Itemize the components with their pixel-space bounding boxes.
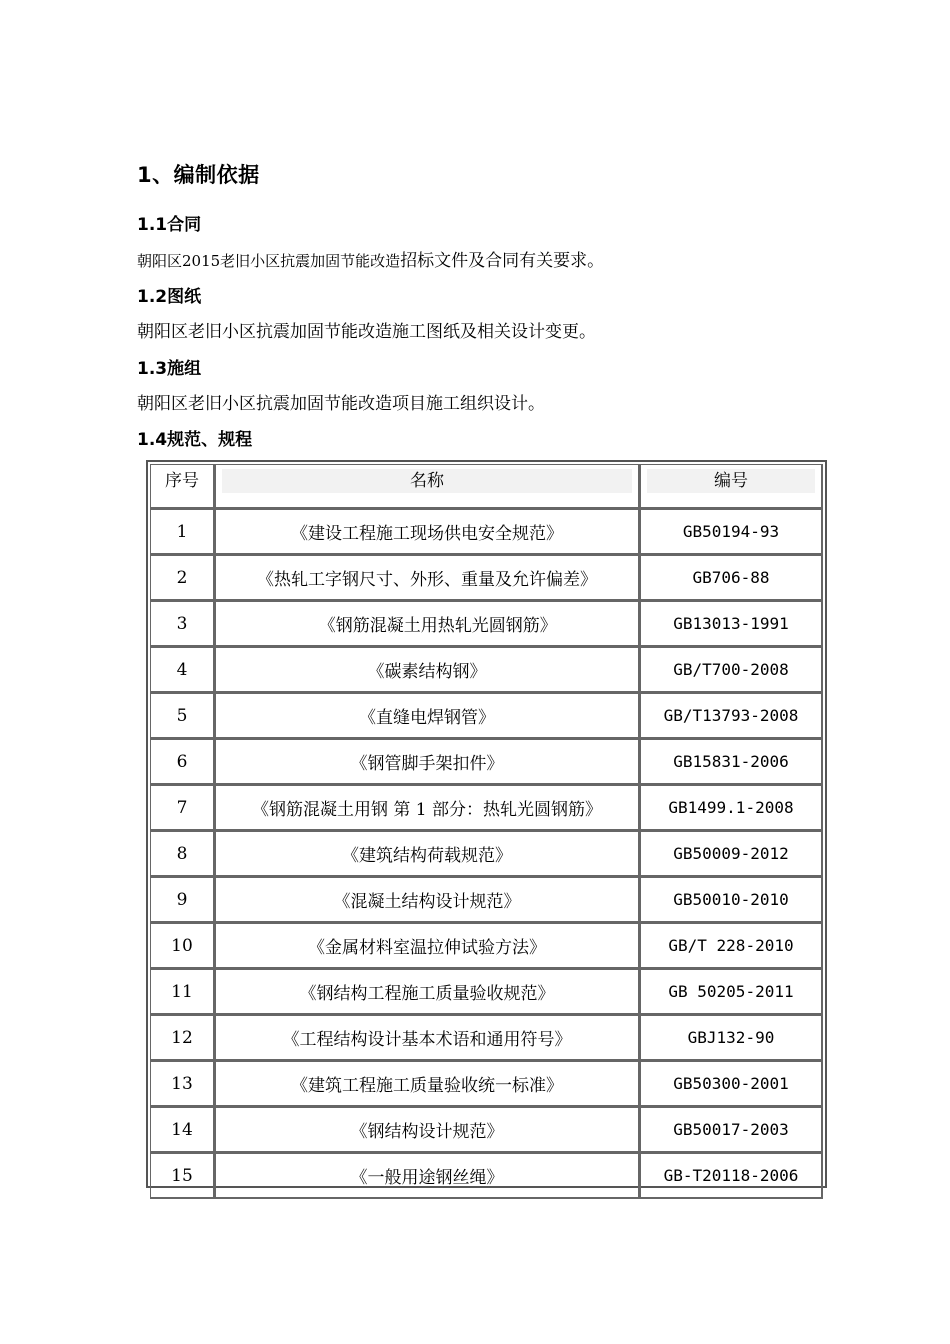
table-row [150,739,823,785]
table-row [150,509,823,555]
table-row [150,923,823,969]
header-name: 名称 [215,464,640,509]
table-row [150,647,823,693]
subsection-title-standards: 1.4规范、规程 [137,430,253,450]
standard-code: GB15831-2006 [640,739,823,785]
row-index: 2 [150,555,215,601]
table-row [150,877,823,923]
standard-code: GB/T13793-2008 [640,693,823,739]
table-row [150,601,823,647]
table-row [150,1061,823,1107]
row-index: 9 [150,877,215,923]
subsection-title-construction-plan: 1.3施组 [137,359,202,379]
contract-text-suffix: 招标文件及合同有关要求。 [400,251,605,271]
standard-name: 《碳素结构钢》 [215,647,640,693]
standard-name: 《热轧工字钢尺寸、外形、重量及允许偏差》 [215,555,640,601]
standard-code: GB-T20118-2006 [640,1153,823,1199]
row-index: 4 [150,647,215,693]
standard-code: GB13013-1991 [640,601,823,647]
standard-code: GB50017-2003 [640,1107,823,1153]
contract-paragraph [137,248,604,274]
drawings-paragraph: 朝阳区老旧小区抗震加固节能改造施工图纸及相关设计变更。 [137,322,596,342]
standard-name: 《钢筋混凝土用钢 第 1 部分：热轧光圆钢筋》 [215,785,640,831]
table-row [150,693,823,739]
table-row [150,555,823,601]
standard-name: 《建筑工程施工质量验收统一标准》 [215,1061,640,1107]
standard-code: GBJ132-90 [640,1015,823,1061]
row-index: 7 [150,785,215,831]
row-index: 5 [150,693,215,739]
standard-name: 《钢筋混凝土用热轧光圆钢筋》 [215,601,640,647]
standard-name: 《一般用途钢丝绳》 [215,1153,640,1199]
table-row [150,1107,823,1153]
table-row [150,785,823,831]
row-index: 14 [150,1107,215,1153]
standard-code: GB50300-2001 [640,1061,823,1107]
row-index: 10 [150,923,215,969]
standard-code: GB706-88 [640,555,823,601]
standard-code: GB50010-2010 [640,877,823,923]
standard-name: 《钢结构设计规范》 [215,1107,640,1153]
standards-table [150,464,823,1199]
table-row [150,831,823,877]
header-code: 编号 [640,464,823,509]
row-index: 13 [150,1061,215,1107]
construction-plan-paragraph: 朝阳区老旧小区抗震加固节能改造项目施工组织设计。 [137,394,545,414]
standard-name: 《混凝土结构设计规范》 [215,877,640,923]
contract-text-prefix: 朝阳区2015老旧小区抗震加固节能改造 [137,252,401,270]
header-index: 序号 [150,464,215,509]
row-index: 11 [150,969,215,1015]
standard-code: GB50194-93 [640,509,823,555]
section-heading: 1、编制依据 [137,163,260,187]
standard-code: GB/T 228-2010 [640,923,823,969]
subsection-title-drawings: 1.2图纸 [137,287,202,307]
table-row [150,969,823,1015]
table-row [150,1153,823,1199]
row-index: 1 [150,509,215,555]
subsection-title-contract: 1.1合同 [137,215,202,235]
standard-code: GB1499.1-2008 [640,785,823,831]
standard-name: 《工程结构设计基本术语和通用符号》 [215,1015,640,1061]
table-header-row [150,464,823,509]
table-row [150,1015,823,1061]
row-index: 12 [150,1015,215,1061]
row-index: 3 [150,601,215,647]
standard-name: 《钢结构工程施工质量验收规范》 [215,969,640,1015]
standard-code: GB/T700-2008 [640,647,823,693]
row-index: 15 [150,1153,215,1199]
standards-table-frame [146,460,827,1188]
row-index: 6 [150,739,215,785]
standard-name: 《直缝电焊钢管》 [215,693,640,739]
standard-name: 《建设工程施工现场供电安全规范》 [215,509,640,555]
standard-name: 《金属材料室温拉伸试验方法》 [215,923,640,969]
standard-code: GB 50205-2011 [640,969,823,1015]
row-index: 8 [150,831,215,877]
standard-name: 《钢管脚手架扣件》 [215,739,640,785]
standard-name: 《建筑结构荷载规范》 [215,831,640,877]
standard-code: GB50009-2012 [640,831,823,877]
